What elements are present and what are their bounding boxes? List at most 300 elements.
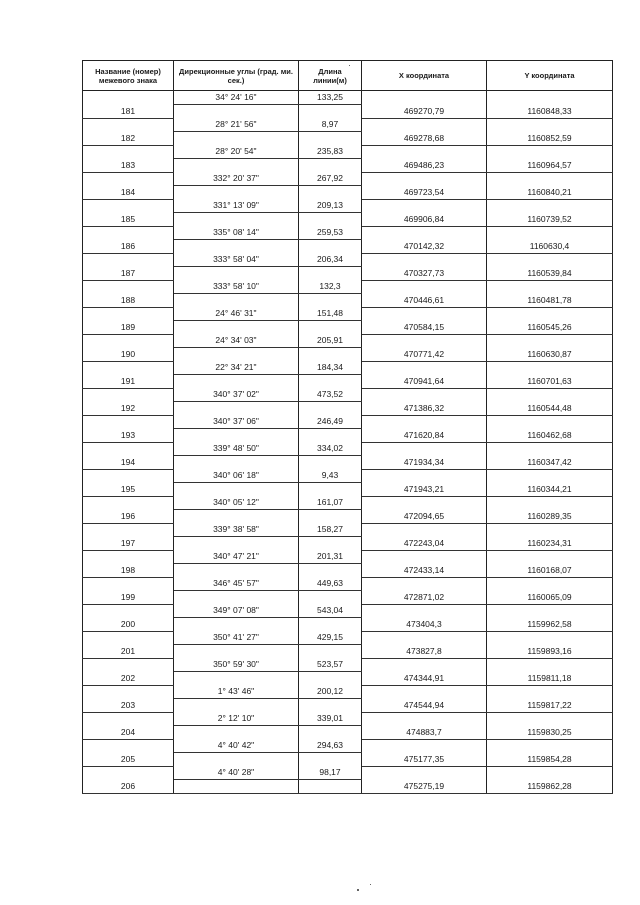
x-coordinate-cell: 475177,35 [362,753,487,767]
segment-row [83,91,613,105]
point-row [83,267,613,281]
direction-angle-cell: 340° 06' 18" [174,469,299,483]
segment-row [83,712,613,726]
point-name-cell: 185 [83,213,174,227]
empty-cell [299,780,362,794]
point-row [83,726,613,740]
point-name-cell: 183 [83,159,174,173]
empty-cell [174,348,299,362]
line-length-cell: 209,13 [299,199,362,213]
point-row [83,591,613,605]
x-coordinate-cell: 471934,34 [362,456,487,470]
segment-row [83,415,613,429]
table-body [83,91,613,794]
line-length-cell: 201,31 [299,550,362,564]
y-coordinate-cell: 1160065,09 [487,591,613,605]
empty-cell [487,442,613,456]
empty-cell [174,672,299,686]
line-length-cell: 133,25 [299,91,362,105]
segment-row [83,388,613,402]
empty-cell [174,213,299,227]
header-direction-angle: Дирекционные углы (град. ми. сек.) [174,61,299,91]
x-coordinate-cell: 474883,7 [362,726,487,740]
line-length-cell: 161,07 [299,496,362,510]
empty-cell [299,267,362,281]
empty-cell [174,537,299,551]
direction-angle-cell: 335° 08' 14" [174,226,299,240]
y-coordinate-cell: 1160481,78 [487,294,613,308]
direction-angle-cell: 346° 45' 57" [174,577,299,591]
empty-cell [174,132,299,146]
x-coordinate-cell: 469270,79 [362,105,487,119]
empty-cell [174,618,299,632]
line-length-cell: 184,34 [299,361,362,375]
point-name-cell: 194 [83,456,174,470]
empty-cell [299,483,362,497]
segment-row [83,766,613,780]
y-coordinate-cell: 1160545,26 [487,321,613,335]
scan-speck [357,889,359,891]
point-row [83,348,613,362]
x-coordinate-cell: 472243,04 [362,537,487,551]
point-row [83,240,613,254]
empty-cell [362,685,487,699]
x-coordinate-cell: 474544,94 [362,699,487,713]
empty-cell [362,91,487,105]
point-row [83,537,613,551]
empty-cell [83,334,174,348]
y-coordinate-cell: 1160630,4 [487,240,613,254]
y-coordinate-cell: 1159893,16 [487,645,613,659]
line-length-cell: 334,02 [299,442,362,456]
empty-cell [487,604,613,618]
direction-angle-cell: 350° 59' 30" [174,658,299,672]
empty-cell [299,159,362,173]
line-length-cell: 235,83 [299,145,362,159]
point-name-cell: 198 [83,564,174,578]
empty-cell [299,402,362,416]
empty-cell [83,361,174,375]
x-coordinate-cell: 472094,65 [362,510,487,524]
empty-cell [174,240,299,254]
x-coordinate-cell: 470941,64 [362,375,487,389]
header-x-coordinate: X координата [362,61,487,91]
scan-speck [370,884,371,885]
direction-angle-cell: 4° 40' 42" [174,739,299,753]
x-coordinate-cell: 470446,61 [362,294,487,308]
point-row [83,375,613,389]
empty-cell [362,145,487,159]
empty-cell [299,618,362,632]
empty-cell [362,118,487,132]
point-name-cell: 190 [83,348,174,362]
empty-cell [362,604,487,618]
empty-cell [299,375,362,389]
y-coordinate-cell: 1160840,21 [487,186,613,200]
empty-cell [487,577,613,591]
empty-cell [83,388,174,402]
empty-cell [83,199,174,213]
empty-cell [362,361,487,375]
direction-angle-cell: 24° 46' 31" [174,307,299,321]
point-name-cell: 196 [83,510,174,524]
empty-cell [299,672,362,686]
empty-cell [174,294,299,308]
empty-cell [174,780,299,794]
y-coordinate-cell: 1160462,68 [487,429,613,443]
line-length-cell: 543,04 [299,604,362,618]
segment-row [83,253,613,267]
empty-cell [299,753,362,767]
empty-cell [174,753,299,767]
segment-row [83,361,613,375]
empty-cell [83,280,174,294]
empty-cell [299,564,362,578]
point-row [83,186,613,200]
direction-angle-cell: 2° 12' 10" [174,712,299,726]
y-coordinate-cell: 1159962,58 [487,618,613,632]
header-y-coordinate: Y координата [487,61,613,91]
empty-cell [174,267,299,281]
point-name-cell: 206 [83,780,174,794]
segment-row [83,307,613,321]
line-length-cell: 158,27 [299,523,362,537]
point-row [83,321,613,335]
empty-cell [487,388,613,402]
empty-cell [83,118,174,132]
empty-cell [83,577,174,591]
point-name-cell: 182 [83,132,174,146]
direction-angle-cell: 1° 43' 46" [174,685,299,699]
empty-cell [299,510,362,524]
point-row [83,483,613,497]
x-coordinate-cell: 469278,68 [362,132,487,146]
empty-cell [83,550,174,564]
point-row [83,699,613,713]
point-name-cell: 199 [83,591,174,605]
empty-cell [83,415,174,429]
empty-cell [174,699,299,713]
empty-cell [362,523,487,537]
empty-cell [362,334,487,348]
point-name-cell: 184 [83,186,174,200]
point-name-cell: 197 [83,537,174,551]
y-coordinate-cell: 1160344,21 [487,483,613,497]
line-length-cell: 206,34 [299,253,362,267]
x-coordinate-cell: 469723,54 [362,186,487,200]
point-row [83,132,613,146]
empty-cell [83,253,174,267]
direction-angle-cell: 339° 38' 58" [174,523,299,537]
segment-row [83,280,613,294]
x-coordinate-cell: 473404,3 [362,618,487,632]
direction-angle-cell: 24° 34' 03" [174,334,299,348]
empty-cell [487,658,613,672]
point-row [83,753,613,767]
direction-angle-cell: 28° 20' 54" [174,145,299,159]
empty-cell [174,456,299,470]
y-coordinate-cell: 1160168,07 [487,564,613,578]
point-name-cell: 201 [83,645,174,659]
y-coordinate-cell: 1160539,84 [487,267,613,281]
empty-cell [299,699,362,713]
y-coordinate-cell: 1159811,18 [487,672,613,686]
direction-angle-cell: 333° 58' 10" [174,280,299,294]
point-name-cell: 191 [83,375,174,389]
segment-row [83,118,613,132]
empty-cell [83,145,174,159]
y-coordinate-cell: 1160630,87 [487,348,613,362]
y-coordinate-cell: 1159830,25 [487,726,613,740]
y-coordinate-cell: 1159862,28 [487,780,613,794]
direction-angle-cell: 34° 24' 16" [174,91,299,105]
empty-cell [487,172,613,186]
empty-cell [362,172,487,186]
x-coordinate-cell: 470327,73 [362,267,487,281]
empty-cell [362,307,487,321]
empty-cell [174,159,299,173]
point-row [83,564,613,578]
empty-cell [174,645,299,659]
point-name-cell: 202 [83,672,174,686]
empty-cell [299,591,362,605]
empty-cell [83,658,174,672]
x-coordinate-cell: 470584,15 [362,321,487,335]
point-name-cell: 181 [83,105,174,119]
point-row [83,105,613,119]
line-length-cell: 429,15 [299,631,362,645]
line-length-cell: 294,63 [299,739,362,753]
x-coordinate-cell: 474344,91 [362,672,487,686]
empty-cell [299,105,362,119]
empty-cell [299,213,362,227]
point-row [83,429,613,443]
empty-cell [487,415,613,429]
segment-row [83,145,613,159]
direction-angle-cell: 339° 48' 50" [174,442,299,456]
x-coordinate-cell: 473827,8 [362,645,487,659]
point-row [83,672,613,686]
y-coordinate-cell: 1160347,42 [487,456,613,470]
empty-cell [83,496,174,510]
empty-cell [174,510,299,524]
point-name-cell: 188 [83,294,174,308]
segment-row [83,685,613,699]
empty-cell [174,375,299,389]
x-coordinate-cell: 470142,32 [362,240,487,254]
line-length-cell: 205,91 [299,334,362,348]
empty-cell [487,469,613,483]
x-coordinate-cell: 471386,32 [362,402,487,416]
point-row [83,294,613,308]
segment-row [83,199,613,213]
empty-cell [362,280,487,294]
line-length-cell: 523,57 [299,658,362,672]
segment-row [83,631,613,645]
y-coordinate-cell: 1160964,57 [487,159,613,173]
empty-cell [487,118,613,132]
line-length-cell: 449,63 [299,577,362,591]
segment-row [83,334,613,348]
empty-cell [83,766,174,780]
direction-angle-cell: 340° 05' 12" [174,496,299,510]
line-length-cell: 151,48 [299,307,362,321]
empty-cell [299,726,362,740]
direction-angle-cell: 350° 41' 27" [174,631,299,645]
empty-cell [299,294,362,308]
header-point-name: Название (номер) межевого знака [83,61,174,91]
empty-cell [83,685,174,699]
y-coordinate-cell: 1160848,33 [487,105,613,119]
empty-cell [362,577,487,591]
x-coordinate-cell: 475275,19 [362,780,487,794]
x-coordinate-cell: 469486,23 [362,159,487,173]
direction-angle-cell: 340° 47' 21" [174,550,299,564]
x-coordinate-cell: 472433,14 [362,564,487,578]
header-line-length: Длина линии(м) [299,61,362,91]
line-length-cell: 246,49 [299,415,362,429]
line-length-cell: 267,92 [299,172,362,186]
empty-cell [362,631,487,645]
empty-cell [174,105,299,119]
y-coordinate-cell: 1160739,52 [487,213,613,227]
empty-cell [487,523,613,537]
y-coordinate-cell: 1160289,35 [487,510,613,524]
empty-cell [487,550,613,564]
empty-cell [487,307,613,321]
empty-cell [83,442,174,456]
coordinates-table [82,60,613,794]
x-coordinate-cell: 470771,42 [362,348,487,362]
empty-cell [83,91,174,105]
empty-cell [487,91,613,105]
line-length-cell: 98,17 [299,766,362,780]
point-row [83,780,613,794]
empty-cell [83,712,174,726]
segment-row [83,577,613,591]
empty-cell [174,429,299,443]
point-name-cell: 189 [83,321,174,335]
line-length-cell: 259,53 [299,226,362,240]
empty-cell [174,321,299,335]
direction-angle-cell: 4° 40' 28" [174,766,299,780]
segment-row [83,739,613,753]
point-name-cell: 186 [83,240,174,254]
empty-cell [174,186,299,200]
x-coordinate-cell: 472871,02 [362,591,487,605]
empty-cell [487,739,613,753]
line-length-cell: 200,12 [299,685,362,699]
direction-angle-cell: 331° 13' 09" [174,199,299,213]
x-coordinate-cell: 469906,84 [362,213,487,227]
y-coordinate-cell: 1160701,63 [487,375,613,389]
empty-cell [174,402,299,416]
segment-row [83,496,613,510]
empty-cell [487,712,613,726]
direction-angle-cell: 340° 37' 02" [174,388,299,402]
segment-row [83,469,613,483]
empty-cell [487,199,613,213]
point-name-cell: 195 [83,483,174,497]
empty-cell [487,361,613,375]
empty-cell [299,321,362,335]
empty-cell [487,145,613,159]
empty-cell [83,523,174,537]
point-row [83,159,613,173]
empty-cell [83,226,174,240]
empty-cell [487,631,613,645]
x-coordinate-cell: 471620,84 [362,429,487,443]
segment-row [83,226,613,240]
empty-cell [299,429,362,443]
x-coordinate-cell: 471943,21 [362,483,487,497]
empty-cell [83,739,174,753]
empty-cell [299,186,362,200]
segment-row [83,172,613,186]
empty-cell [83,631,174,645]
y-coordinate-cell: 1160852,59 [487,132,613,146]
table-header-row [83,61,613,91]
empty-cell [299,132,362,146]
empty-cell [299,456,362,470]
empty-cell [299,537,362,551]
segment-row [83,658,613,672]
point-name-cell: 192 [83,402,174,416]
empty-cell [362,496,487,510]
empty-cell [362,550,487,564]
empty-cell [83,469,174,483]
empty-cell [299,240,362,254]
line-length-cell: 339,01 [299,712,362,726]
direction-angle-cell: 332° 20' 37" [174,172,299,186]
direction-angle-cell: 22° 34' 21" [174,361,299,375]
y-coordinate-cell: 1160234,31 [487,537,613,551]
empty-cell [362,199,487,213]
empty-cell [487,253,613,267]
point-name-cell: 200 [83,618,174,632]
empty-cell [487,766,613,780]
empty-cell [487,280,613,294]
segment-row [83,523,613,537]
y-coordinate-cell: 1160544,48 [487,402,613,416]
empty-cell [487,226,613,240]
point-row [83,510,613,524]
empty-cell [487,685,613,699]
direction-angle-cell: 349° 07' 08" [174,604,299,618]
point-row [83,402,613,416]
point-row [83,213,613,227]
y-coordinate-cell: 1159854,28 [487,753,613,767]
empty-cell [174,591,299,605]
point-name-cell: 203 [83,699,174,713]
scan-speck [349,65,350,66]
empty-cell [174,483,299,497]
empty-cell [299,645,362,659]
segment-row [83,442,613,456]
direction-angle-cell: 333° 58' 04" [174,253,299,267]
point-name-cell: 187 [83,267,174,281]
y-coordinate-cell: 1159817,22 [487,699,613,713]
point-row [83,618,613,632]
empty-cell [362,469,487,483]
point-name-cell: 205 [83,753,174,767]
segment-row [83,604,613,618]
empty-cell [83,307,174,321]
empty-cell [83,604,174,618]
empty-cell [362,226,487,240]
direction-angle-cell: 28° 21' 56" [174,118,299,132]
empty-cell [362,658,487,672]
